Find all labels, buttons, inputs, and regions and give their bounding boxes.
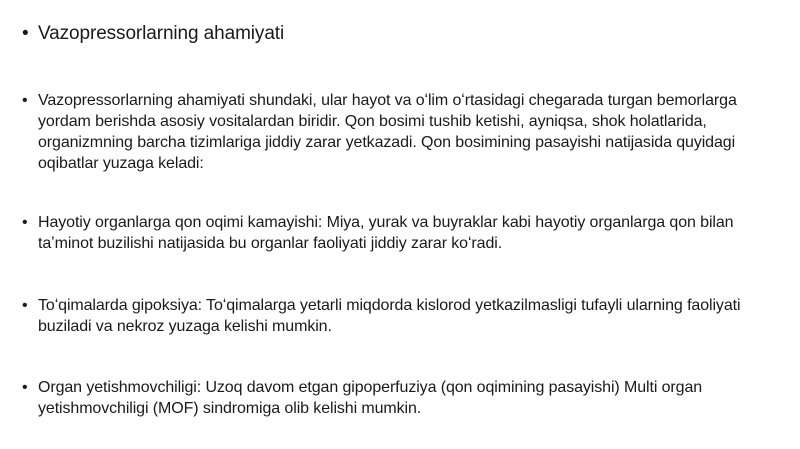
bullet-icon: •	[22, 23, 29, 44]
bullet-text-tissue-hypoxia: Toʻqimalarda gipoksiya: Toʻqimalarga yetarli miqdorda kislorod yetkazilmasligi tufayli ularning faoliyati buziladi va nekroz yuzaga kelishi mumkin.	[38, 297, 741, 335]
bullet-icon: •	[22, 92, 28, 109]
bullet-text-vital-organs: Hayotiy organlarga qon oqimi kamayishi: Miya, yurak va buyraklar kabi hayotiy organlarga qon bilan taʼminot buzilishi natijasida bu organlar faoliyati jiddiy zarar koʻradi.	[38, 214, 734, 252]
bullet-item-importance	[22, 90, 774, 174]
bullet-item-vital-organs	[22, 212, 774, 254]
bullet-item-organ-failure	[22, 377, 774, 419]
slide-title: Vazopressorlarning ahamiyati	[38, 23, 285, 44]
bullet-icon: •	[22, 379, 28, 396]
title-bullet-item	[22, 22, 774, 46]
bullet-icon: •	[22, 214, 28, 231]
bullet-item-tissue-hypoxia	[22, 295, 774, 337]
bullet-text-importance: Vazopressorlarning ahamiyati shundaki, ular hayot va oʻlim oʻrtasidagi chegarada turgan bemorlarga yordam berishda asosiy vositalardan biridir. Qon bosimi tushib ketishi, ayniqsa, shok holatlarida, organizmning barcha tizimlariga jiddiy zarar yetkazadi. Qon bosimining pasayishi natijasida quyidagi oqibatlar yuzaga keladi:	[38, 92, 737, 172]
bullet-text-organ-failure: Organ yetishmovchiligi: Uzoq davom etgan gipoperfuziya (qon oqimining pasayishi) Multi organ yetishmovchiligi (MOF) sindromiga olib kelishi mumkin.	[38, 379, 703, 417]
bullet-icon: •	[22, 297, 28, 314]
